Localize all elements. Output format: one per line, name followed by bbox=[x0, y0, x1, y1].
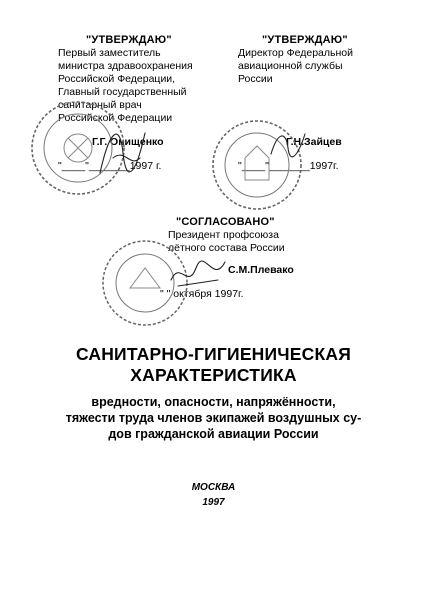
signature-agreement bbox=[168, 250, 228, 295]
document-subtitle-line-2: тяжести труда членов экипажей воздушных су- bbox=[65, 411, 362, 425]
signature-left bbox=[95, 118, 155, 188]
approval-left-line-1: Первый заместитель bbox=[58, 47, 161, 59]
document-title-line-2: ХАРАКТЕРИСТИКА bbox=[130, 365, 297, 385]
agreement-line-2: лётного состава России bbox=[168, 242, 285, 254]
approval-left-line-5: санитарный врач bbox=[58, 99, 142, 111]
approval-right-line-3: России bbox=[238, 73, 273, 85]
agreement-signature-name: С.М.Плевако bbox=[228, 264, 294, 276]
approval-right-line-2: авиационной службы bbox=[238, 60, 343, 72]
approval-left-line-6: Российской Федерации bbox=[58, 112, 173, 124]
document-subtitle-line-1: вредности, опасности, напряжённости, bbox=[91, 395, 336, 409]
agreement-heading: "СОГЛАСОВАНО" bbox=[176, 216, 275, 228]
approval-left-line-4: Главный государственный bbox=[58, 86, 187, 98]
signature-right bbox=[268, 126, 308, 161]
document-subtitle-line-3: дов гражданской авиации России bbox=[108, 427, 319, 441]
document-year: 1997 bbox=[202, 497, 225, 508]
approval-heading-left: "УТВЕРЖДАЮ" bbox=[86, 34, 172, 46]
agreement-line-1: Президент профсоюза bbox=[168, 229, 279, 241]
approval-left-line-3: Российской Федерации, bbox=[58, 73, 176, 85]
approval-left-signature-date: "____"_______1997 г. bbox=[58, 160, 162, 172]
approval-left-signature-name: Г.Г. Онищенко bbox=[92, 136, 164, 148]
document-title-line-1: САНИТАРНО-ГИГИЕНИЧЕСКАЯ bbox=[75, 344, 352, 364]
agreement-signature-date: " " октября 1997г. bbox=[160, 288, 244, 300]
approval-left-line-2: министра здравоохранения bbox=[58, 60, 193, 72]
approval-heading-right: "УТВЕРЖДАЮ" bbox=[262, 34, 348, 46]
document-city: МОСКВА bbox=[191, 482, 236, 493]
approval-right-line-1: Директор Федеральной bbox=[238, 47, 353, 59]
approval-right-signature-name: Г.Н.Зайцев bbox=[286, 136, 342, 148]
approval-right-signature-date: "____"_______1997г. bbox=[238, 160, 339, 172]
